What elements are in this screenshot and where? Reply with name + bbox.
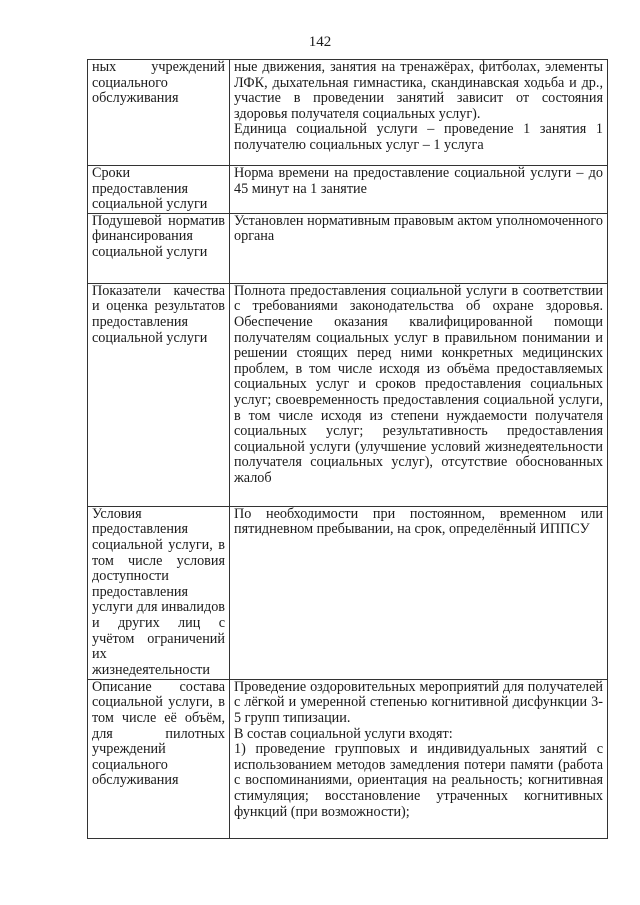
content-paragraph: Установлен нормативным правовым актом уполномоченного органа [234,212,603,245]
table-row [88,506,608,679]
row-label: Описание состава социальной услуги, в том числе её объём, для пилотных учреждений социального обслуживания [88,679,230,838]
services-table [87,59,608,839]
row-label: Сроки предоставления социальной услуги [88,166,230,214]
table-row [88,166,608,214]
table-row [88,283,608,506]
row-label: ных учреждений социального обслуживания [88,60,230,166]
row-content [230,166,608,214]
row-label: Условия предоставления социальной услуги, в том числе условия доступности предоставления услуги для инвалидов и других лиц с учётом ограничений их жизнедеятельности [88,506,230,679]
row-content [230,506,608,679]
row-content [230,213,608,283]
content-paragraph: Единица социальной услуги – проведение 1 занятия 1 получателю социальных услуг – 1 услуга [234,121,603,153]
page-number: 142 [308,34,332,50]
table-row [88,213,608,283]
row-content [230,283,608,506]
content-paragraph: Проведение оздоровительных мероприятий для получателей с лёгкой и умеренной степенью когнитивной дисфункции 3-5 групп типизации. [234,678,603,726]
content-paragraph: Полнота предоставления социальной услуги в соответствии с требованиями законодательства об охране здоровья. Обеспечение оказания квалифицированной помощи получателям социальных услуг в правильном понимании и решении стоящих перед ними конкретных медицинских проблем, в том числе исходя из объёма предоставляемых социальных услуг и сроков предоставления социальных услуг; своевременность предоставления социальной услуги, в том числе исходя из степени нуждаемости получателя социальных услуг; результативность предоставления социальной услуги (улучшение условий жизнедеятельности получателя социальных услуг), отсутствие обоснованных жалоб [234,282,603,486]
content-paragraph: 1) проведение групповых и индивидуальных занятий с использованием методов замедления потери памяти (работа с воспоминаниями, ориентация на реальность; когнитивная стимуляция; восстановление утраченных когнитивных функций (при возможности); [234,741,603,820]
row-label: Подушевой норматив финансирования социальной услуги [88,213,230,283]
content-paragraph: В состав социальной услуги входят: [234,725,453,742]
table-row [88,679,608,838]
row-content [230,679,608,838]
content-paragraph: По необходимости при постоянном, временном или пятидневном пребывании, на срок, определённый ИППСУ [234,505,603,538]
table-row [88,60,608,166]
content-paragraph: ные движения, занятия на тренажёрах, фитболах, элементы ЛФК, дыхательная гимнастика, скандинавская ходьба и др., участие в проведении занятий зависит от состояния здоровья получателя социальных услуг). [234,59,603,122]
row-label: Показатели качества и оценка результатов предоставления социальной услуги [88,283,230,506]
content-paragraph: Норма времени на предоставление социальной услуги – до 45 минут на 1 занятие [234,165,603,197]
row-content [230,60,608,166]
